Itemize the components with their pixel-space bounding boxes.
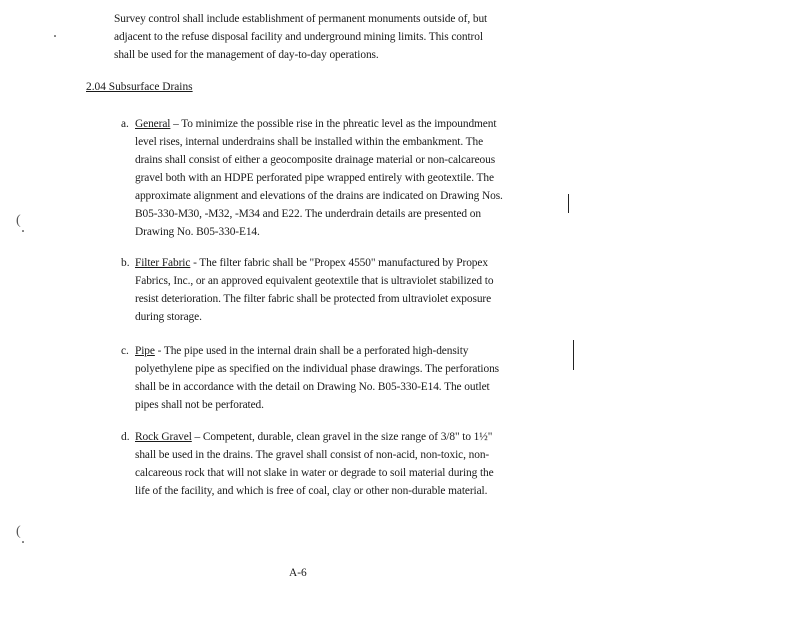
item-label: c. [121,345,129,357]
item-line: during storage. [135,311,202,323]
item-text: - The pipe used in the internal drain shall be a perforated high-density [154,345,469,357]
item-line: level rises, internal underdrains shall be installed within the embankment. The [135,136,484,148]
intro-line: Survey control shall include establishment of permanent monuments outside of, but [114,13,488,25]
item-line: Drawing No. B05-330-E14. [135,226,260,238]
item-label: d. [121,431,130,443]
item-label: b. [121,257,130,269]
item-line: Fabrics, Inc., or an approved equivalent geotextile that is ultraviolet stabilized to [135,275,494,287]
punch-hole-mark: ( [16,524,21,539]
item-line: shall be in accordance with the detail on Drawing No. B05-330-E14. The outlet [135,381,490,393]
section-heading [86,80,193,94]
item-line: resist deterioration. The filter fabric shall be protected from ultraviolet exposure [135,293,492,305]
item-line: approximate alignment and elevations of the drains are indicated on Drawing Nos. [135,190,503,202]
revision-bar [573,340,574,370]
page-number: A-6 [289,567,307,579]
item-text: – Competent, durable, clean gravel in the size range of 3/8" to 1½" [191,431,493,443]
section-heading-text: 2.04 Subsurface Drains [86,81,193,93]
revision-bar [568,194,569,213]
item-title: General [135,118,171,130]
scan-speck [22,230,24,232]
item-line: pipes shall not be perforated. [135,399,264,411]
item-title: Rock Gravel [135,431,192,443]
punch-hole-mark: ( [16,213,21,228]
item-line: shall be used in the drains. The gravel shall consist of non-acid, non-toxic, non- [135,449,490,461]
item-line: gravel both with an HDPE perforated pipe wrapped entirely with geotextile. The [135,172,494,184]
item-title: Pipe [135,345,155,357]
scan-speck [54,35,56,37]
item-line: calcareous rock that will not slake in water or degrade to soil material during the [135,467,494,479]
item-title: Filter Fabric [135,257,191,269]
intro-line: adjacent to the refuse disposal facility and underground mining limits. This control [114,31,483,43]
item-text: - The filter fabric shall be "Propex 4550" manufactured by Propex [190,257,488,269]
item-text: – To minimize the possible rise in the phreatic level as the impoundment [170,118,497,130]
item-label: a. [121,118,129,130]
item-line: B05-330-M30, -M32, -M34 and E22. The underdrain details are presented on [135,208,481,220]
scan-speck [22,541,24,543]
item-line: drains shall consist of either a geocomposite drainage material or non-calcareous [135,154,496,166]
intro-line: shall be used for the management of day-to-day operations. [114,49,379,61]
item-line: life of the facility, and which is free of coal, clay or other non-durable material. [135,485,488,497]
item-line: polyethylene pipe as specified on the individual phase drawings. The perforations [135,363,499,375]
